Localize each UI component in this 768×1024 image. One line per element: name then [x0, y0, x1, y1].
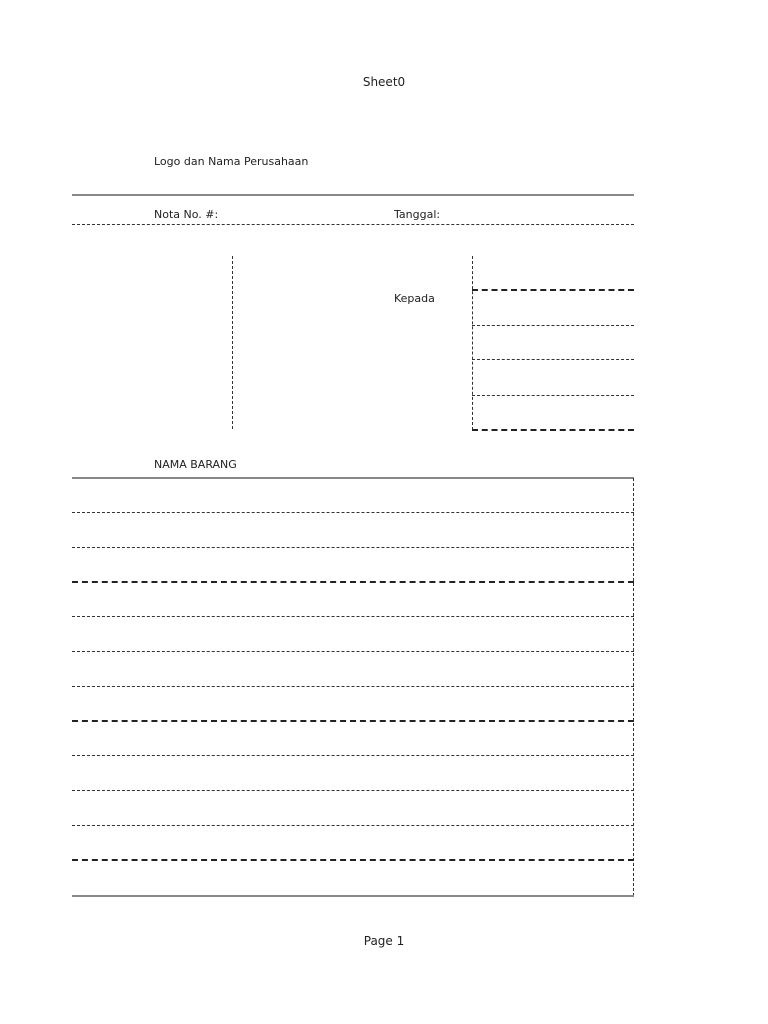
left-block-divider	[232, 256, 233, 429]
item-row-line	[72, 547, 634, 548]
kepada-vertical-divider	[472, 256, 473, 430]
company-logo-label: Logo dan Nama Perusahaan	[154, 155, 309, 168]
item-row-line	[72, 755, 634, 756]
kepada-line-1	[472, 289, 634, 291]
nama-barang-label: NAMA BARANG	[154, 458, 237, 471]
sheet-title: Sheet0	[362, 75, 406, 89]
items-top-rule	[72, 477, 634, 479]
items-right-border	[633, 478, 634, 896]
item-row-line	[72, 790, 634, 791]
item-row-line	[72, 859, 634, 861]
item-row-line	[72, 581, 634, 583]
tanggal-label: Tanggal:	[394, 208, 441, 221]
kepada-line-2	[472, 325, 634, 326]
item-row-line	[72, 512, 634, 513]
items-bottom-rule	[72, 895, 634, 897]
item-row-line	[72, 720, 634, 722]
nota-row-divider	[72, 224, 634, 225]
kepada-line-4	[472, 395, 634, 396]
kepada-line-3	[472, 359, 634, 360]
page-number: Page 1	[363, 934, 405, 948]
item-row-line	[72, 616, 634, 617]
kepada-label: Kepada	[394, 292, 435, 305]
item-row-line	[72, 825, 634, 826]
top-rule	[72, 194, 634, 196]
item-row-line	[72, 686, 634, 687]
nota-label: Nota No. #:	[154, 208, 219, 221]
kepada-line-5	[472, 429, 634, 431]
item-row-line	[72, 651, 634, 652]
